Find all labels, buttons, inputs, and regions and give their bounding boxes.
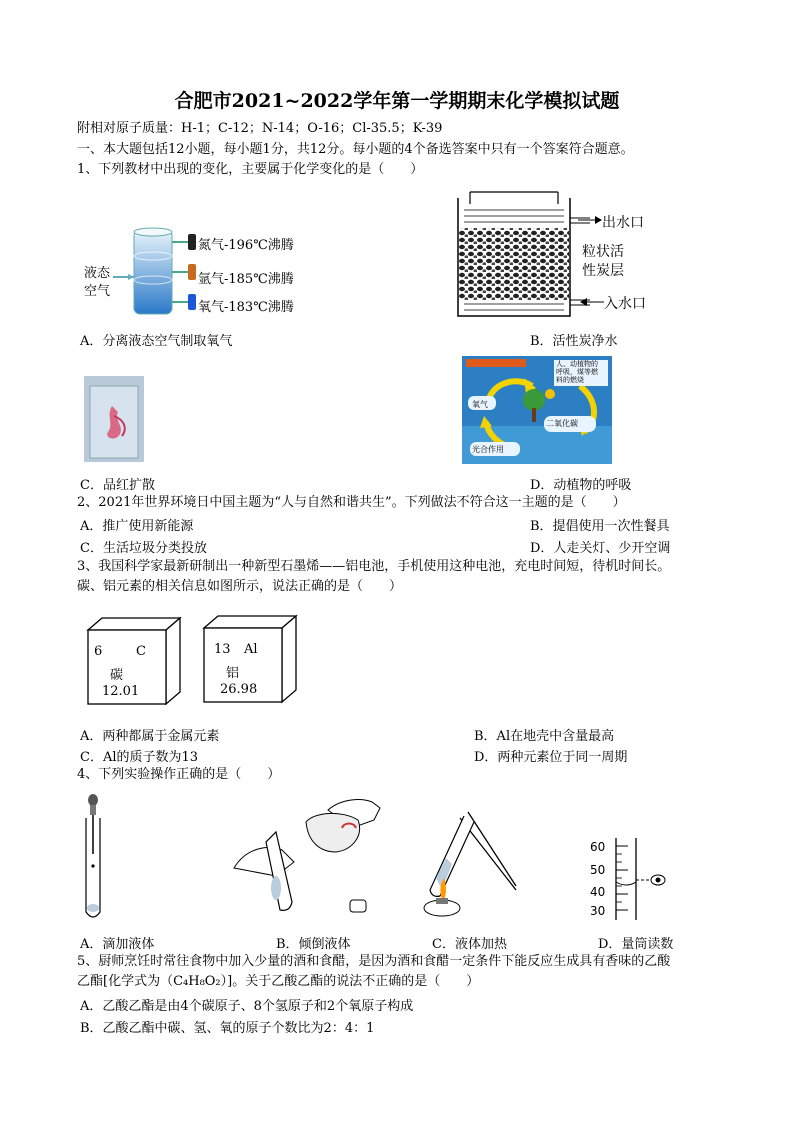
figb-mid1-label: 粒状活: [582, 244, 624, 260]
figb-in-label: 入水口: [604, 296, 646, 312]
q4-option-d: D．量筒读数: [598, 937, 674, 952]
q3-option-d: D．两种元素位于同一周期: [474, 750, 628, 765]
q4-stem: 4、下列实验操作正确的是（ ）: [77, 767, 281, 782]
q1-figure-c: [84, 376, 144, 462]
figa-n2-label: 氮气-196℃沸腾: [198, 238, 294, 253]
q4-figure-c: [420, 798, 520, 922]
figa-ar-label: 氩气-185℃沸腾: [198, 272, 294, 287]
q4-option-a: A．滴加液体: [80, 937, 155, 952]
aluminum-mass: 26.98: [220, 682, 258, 697]
q5-option-a: A．乙酸乙酯是由4个碳原子、8个氢原子和2个氧原子构成: [80, 999, 414, 1014]
carbon-symbol: C: [136, 644, 146, 659]
q4-figure-b: [232, 792, 382, 922]
q1-figure-b: [450, 188, 590, 318]
carbon-name: 碳: [110, 668, 124, 683]
figd-top-line3: 料的燃烧: [556, 376, 584, 384]
q4-figure-a: [78, 794, 108, 924]
q1-option-d: D．动植物的呼吸: [530, 478, 632, 493]
aluminum-atomic-number: 13: [214, 642, 231, 657]
figb-out-label: 出水口: [602, 215, 644, 231]
figd-o2-label: 氧气: [472, 400, 488, 409]
scale-30: 30: [590, 904, 606, 918]
figd-top-line1: 人、动植物的: [556, 360, 598, 368]
q5-stem-2: 乙酯[化学式为（C₄H₈O₂）]。关于乙酸乙酯的说法不正确的是（ ）: [77, 974, 480, 989]
aluminum-name: 铝: [226, 666, 240, 681]
q2-option-c: C．生活垃圾分类投放: [80, 541, 207, 556]
q1-option-b: B．活性炭净水: [530, 334, 618, 349]
q4-option-c: C．液体加热: [432, 937, 507, 952]
carbon-atomic-number: 6: [94, 644, 103, 659]
figd-co2-label: 二氧化碳: [546, 419, 578, 428]
q5-option-b: B．乙酸乙酯中碳、氢、氧的原子个数比为2：4：1: [80, 1021, 375, 1036]
q2-option-a: A．推广使用新能源: [80, 519, 194, 534]
figb-mid2-label: 性炭层: [582, 263, 624, 279]
scale-50: 50: [590, 863, 606, 877]
q3-option-b: B．Al在地壳中含量最高: [474, 729, 615, 744]
figd-photo-label: 光合作用: [472, 445, 504, 454]
carbon-mass: 12.01: [102, 684, 140, 699]
q2-option-b: B．提倡使用一次性餐具: [530, 519, 670, 534]
q3-option-c: C．Al的质子数为13: [80, 750, 199, 765]
q4-option-b: B．倾倒液体: [276, 937, 351, 952]
figa-label-1: 液态: [84, 266, 111, 281]
q1-option-c: C．品红扩散: [80, 478, 155, 493]
figd-top-line2: 呼吸，煤等燃: [556, 368, 598, 376]
page-title: 合肥市2021~2022学年第一学期期末化学模拟试题: [174, 90, 620, 112]
q3-stem-1: 3、我国科学家最新研制出一种新型石墨烯——铝电池，手机使用这种电池，充电时间短，待机时间长。: [77, 559, 671, 574]
figa-label-2: 空气: [84, 284, 111, 299]
section-header: 一、本大题包括12小题，每小题1分，共12分。每小题的4个备选答案中只有一个答案符合题意。: [77, 142, 634, 157]
q2-option-d: D．人走关灯、少开空调: [530, 541, 671, 556]
q5-stem-1: 5、厨师烹饪时常往食物中加入少量的酒和食醋，是因为酒和食醋一定条件下能反应生成具有香味的乙酸: [77, 954, 671, 969]
atomic-mass-line: 附相对原子质量：H-1；C-12；N-14；O-16；Cl-35.5；K-39: [77, 121, 443, 136]
q3-option-a: A．两种都属于金属元素: [80, 729, 220, 744]
figa-o2-label: 氧气-183℃沸腾: [198, 300, 294, 315]
q1-stem: 1、下列教材中出现的变化，主要属于化学变化的是（ ）: [77, 162, 424, 177]
figd-top-label: [556, 360, 598, 384]
q1-option-a: A．分离液态空气制取氧气: [80, 334, 233, 349]
scale-40: 40: [590, 885, 606, 899]
scale-60: 60: [590, 840, 606, 854]
aluminum-symbol: Al: [244, 642, 258, 657]
q2-stem: 2、2021年世界环境日中国主题为“人与自然和谐共生”。下列做法不符合这一主题的是（ ）: [77, 495, 626, 510]
q3-stem-2: 碳、铝元素的相关信息如图所示，说法正确的是（ ）: [77, 579, 403, 594]
